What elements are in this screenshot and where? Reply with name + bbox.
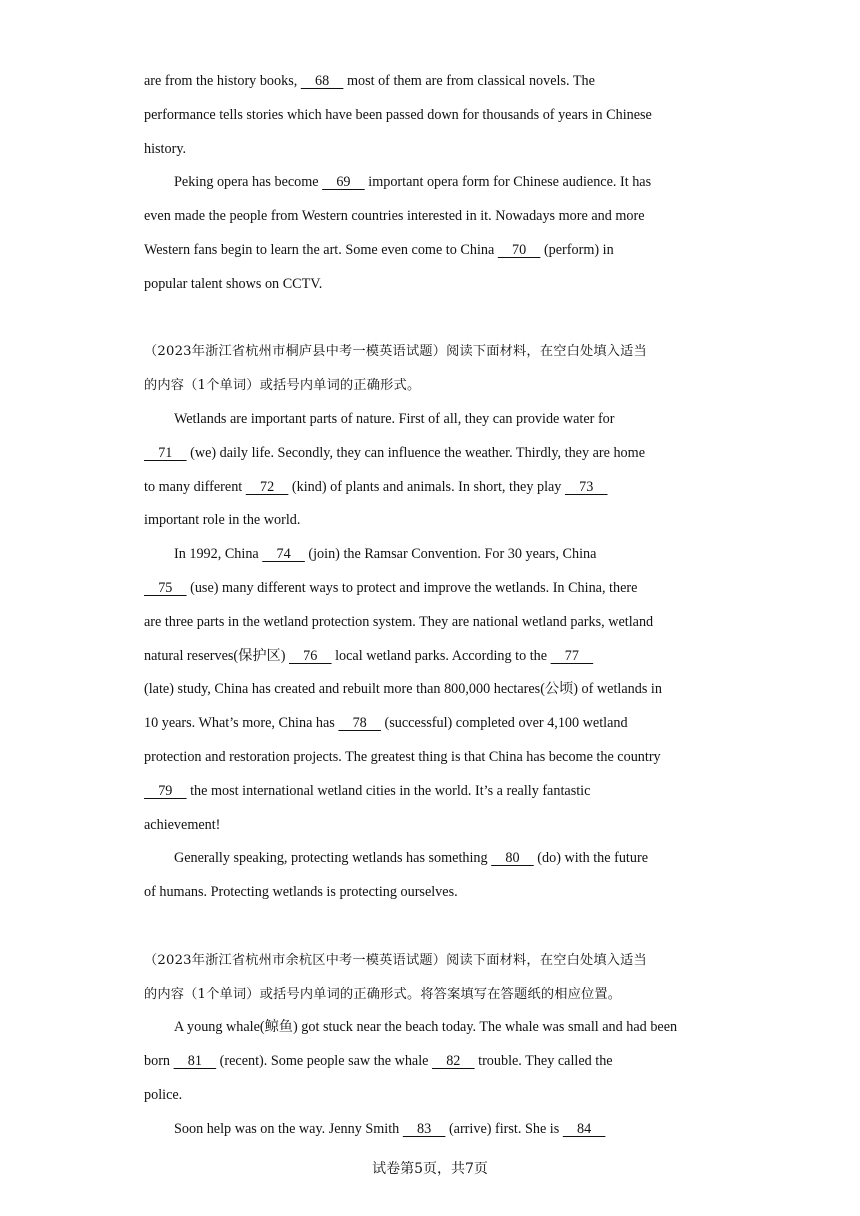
answer-blank-82: 82 xyxy=(432,1053,475,1070)
source-note: （2023年浙江省杭州市余杭区中考一模英语试题）阅读下面材料，在空白处填入适当 xyxy=(144,952,647,968)
text-line: of humans. Protecting wetlands is protecting ourselves. xyxy=(144,884,458,901)
passage-wetlands xyxy=(144,335,720,910)
text-line: even made the people from Western countries interested in it. Nowadays more and more xyxy=(144,208,645,225)
text-line: history. xyxy=(144,140,187,157)
text-line: born 81 (recent). Some people saw the whale 82 trouble. They called the xyxy=(144,1053,613,1070)
instruction-text: 的内容（1个单词）或括号内单词的正确形式。将答案填写在答题纸的相应位置。 xyxy=(144,986,622,1002)
answer-blank-83: 83 xyxy=(402,1120,446,1137)
answer-blank-76: 76 xyxy=(288,647,332,664)
text-line: important role in the world. xyxy=(144,512,301,529)
answer-blank-75: 75 xyxy=(144,579,187,596)
text-line: A young whale(鲸鱼) got stuck near the beach today. The whale was small and had been xyxy=(174,1019,678,1036)
text-line: 10 years. What’s more, China has 78 (successful) completed over 4,100 wetland xyxy=(144,715,628,732)
text-line: 71 (we) daily life. Secondly, they can influence the weather. Thirdly, they are home xyxy=(144,444,645,461)
text-line: In 1992, China 74 (join) the Ramsar Convention. For 30 years, China xyxy=(174,546,597,563)
text-line: Western fans begin to learn the art. Some even come to China 70 (perform) in xyxy=(144,241,614,258)
text-line: performance tells stories which have been passed down for thousands of years in Chinese xyxy=(144,106,652,123)
answer-blank-84: 84 xyxy=(562,1120,606,1137)
text-line: are from the history books, 68 most of them are from classical novels. The xyxy=(144,73,595,89)
answer-blank-77: 77 xyxy=(550,647,594,664)
answer-blank-74: 74 xyxy=(262,546,305,563)
text-line: Soon help was on the way. Jenny Smith 83 (arrive) first. She is 84 xyxy=(174,1120,606,1137)
text-line: achievement! xyxy=(144,816,221,833)
answer-blank-73: 73 xyxy=(564,478,608,495)
answer-blank-78: 78 xyxy=(338,715,381,732)
answer-blank-81: 81 xyxy=(173,1053,217,1070)
text-line: (late) study, China has created and rebuilt more than 800,000 hectares(公顷) of wetlands in xyxy=(144,681,662,698)
text-line: are three parts in the wetland protection system. They are national wetland parks, wetland xyxy=(144,613,654,630)
passage-whale xyxy=(144,944,720,1147)
answer-blank-79: 79 xyxy=(144,782,187,799)
passage-peking-opera xyxy=(144,65,720,302)
text-line: police. xyxy=(144,1086,183,1103)
text-line: Generally speaking, protecting wetlands has something 80 (do) with the future xyxy=(174,850,648,867)
document-body xyxy=(144,65,720,1147)
text-line: 79 the most international wetland cities in the world. It’s a really fantastic xyxy=(144,782,591,799)
text-line: protection and restoration projects. The greatest thing is that China has become the country xyxy=(144,748,661,765)
answer-blank-70: 70 xyxy=(497,241,541,258)
answer-blank-72: 72 xyxy=(245,478,289,495)
text-line: Peking opera has become 69 important opera form for Chinese audience. It has xyxy=(174,174,652,191)
text-line: Wetlands are important parts of nature. First of all, they can provide water for xyxy=(174,410,615,427)
text-line: natural reserves(保护区) 76 local wetland parks. According to the 77 xyxy=(144,647,594,664)
answer-blank-69: 69 xyxy=(322,174,365,191)
answer-blank-68: 68 xyxy=(300,73,344,89)
answer-blank-71: 71 xyxy=(144,444,187,461)
instruction-text: 的内容（1个单词）或括号内单词的正确形式。 xyxy=(144,378,421,394)
text-line: to many different 72 (kind) of plants and animals. In short, they play 73 xyxy=(144,478,608,495)
text-line: popular talent shows on CCTV. xyxy=(144,275,323,292)
answer-blank-80: 80 xyxy=(491,850,534,867)
page-footer: 试卷第5页，共7页 xyxy=(372,1161,488,1177)
text-line: 75 (use) many different ways to protect and improve the wetlands. In China, there xyxy=(144,579,638,596)
source-note: （2023年浙江省杭州市桐庐县中考一模英语试题）阅读下面材料，在空白处填入适当 xyxy=(144,344,647,360)
